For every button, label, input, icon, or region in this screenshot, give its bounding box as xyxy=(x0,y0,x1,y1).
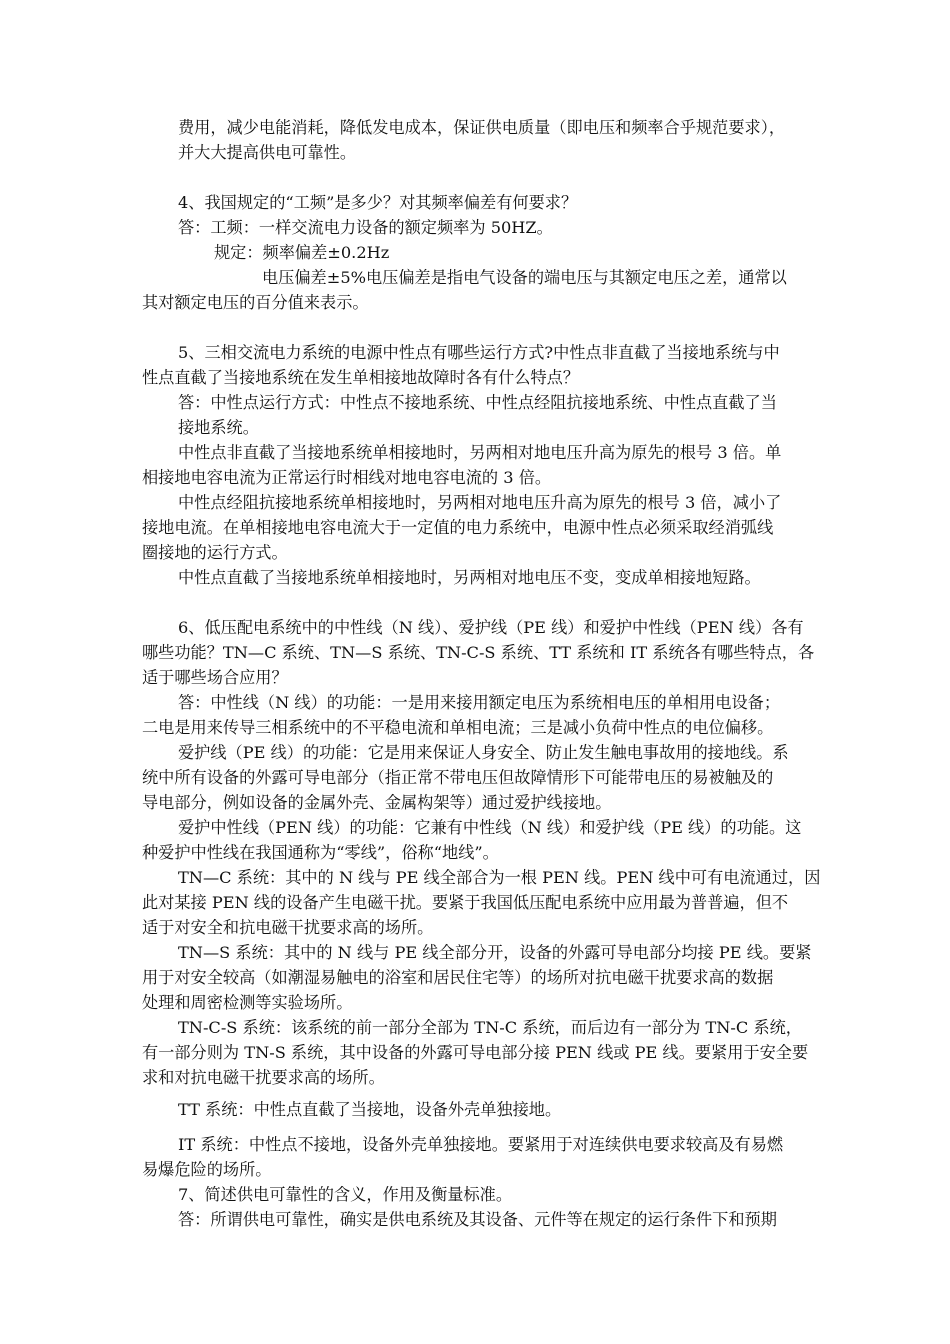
text-line: 爱护线（PE 线）的功能：它是用来保证人身安全、防止发生触电事故用的接地线。系 xyxy=(178,743,789,762)
text-line: 相接地电容电流为正常运行时相线对地电容电流的 3 倍。 xyxy=(142,468,552,487)
text-line: 适于对安全和抗电磁干扰要求高的场所。 xyxy=(142,918,434,937)
answer-line: 答：中性点运行方式：中性点不接地系统、中性点经阻抗接地系统、中性点直截了当 xyxy=(178,393,777,412)
text-line: 并大大提高供电可靠性。 xyxy=(178,143,357,162)
text-line: 接地系统。 xyxy=(178,418,259,437)
text-line: 中性点经阻抗接地系统单相接地时，另两相对地电压升高为原先的根号 3 倍，减小了 xyxy=(178,493,782,512)
text-line: 处理和周密检测等实验场所。 xyxy=(142,993,353,1012)
text-line: TN—S 系统：其中的 N 线与 PE 线全部分开，设备的外露可导电部分均接 PE 线。要紧 xyxy=(178,943,812,962)
text-line: IT 系统：中性点不接地，设备外壳单独接地。要紧用于对连续供电要求较高及有易燃 xyxy=(178,1135,784,1154)
answer-line: 答：工频：一样交流电力设备的额定频率为 50HZ。 xyxy=(178,218,553,237)
text-line: 费用，减少电能消耗，降低发电成本，保证供电质量（即电压和频率合乎规范要求）， xyxy=(178,118,786,137)
question-heading: 适于哪些场合应用？ xyxy=(142,668,288,687)
text-line: TT 系统：中性点直截了当接地，设备外壳单独接地。 xyxy=(178,1100,562,1119)
question-heading: 7、简述供电可靠性的含义，作用及衡量标准。 xyxy=(178,1185,513,1204)
text-line: 中性点直截了当接地系统单相接地时，另两相对地电压不变，变成单相接地短路。 xyxy=(178,568,761,587)
question-heading: 6、低压配电系统中的中性线（N 线）、爱护线（PE 线）和爱护中性线（PEN 线）各有 xyxy=(178,618,804,637)
text-line: 导电部分，例如设备的金属外壳、金属构架等）通过爱护线接地。 xyxy=(142,793,612,812)
text-line: 电压偏差±5%电压偏差是指电气设备的端电压与其额定电压之差，通常以 xyxy=(262,268,787,287)
text-line: 求和对抗电磁干扰要求高的场所。 xyxy=(142,1068,385,1087)
text-line: 易爆危险的场所。 xyxy=(142,1160,272,1179)
question-heading: 5、三相交流电力系统的电源中性点有哪些运行方式?中性点非直截了当接地系统与中 xyxy=(178,343,780,362)
text-line: 有一部分则为 TN-S 系统，其中设备的外露可导电部分接 PEN 线或 PE 线。要紧用于安全要 xyxy=(142,1043,809,1062)
text-line: TN-C-S 系统：该系统的前一部分全部为 TN-C 系统，而后边有一部分为 TN-C 系统， xyxy=(178,1018,802,1037)
text-line: 接地电流。在单相接地电容电流大于一定值的电力系统中，电源中性点必须采取经消弧线 xyxy=(142,518,774,537)
question-heading: 哪些功能？TN—C 系统、TN—S 系统、TN-C-S 系统、TT 系统和 IT 系统各有哪些特点，各 xyxy=(142,643,815,662)
text-line: 种爱护中性线在我国通称为“零线”，俗称“地线”。 xyxy=(142,843,499,862)
text-line: 用于对安全较高（如潮湿易触电的浴室和居民住宅等）的场所对抗电磁干扰要求高的数据 xyxy=(142,968,774,987)
text-line: 爱护中性线（PEN 线）的功能：它兼有中性线（N 线）和爱护线（PE 线）的功能。这 xyxy=(178,818,802,837)
text-line: 其对额定电压的百分值来表示。 xyxy=(142,293,369,312)
answer-line: 答：中性线（N 线）的功能：一是用来接用额定电压为系统相电压的单相用电设备； xyxy=(178,693,781,712)
text-line: 中性点非直截了当接地系统单相接地时，另两相对地电压升高为原先的根号 3 倍。单 xyxy=(178,443,782,462)
text-line: 统中所有设备的外露可导电部分（指正常不带电压但故障情形下可能带电压的易被触及的 xyxy=(142,768,774,787)
question-heading: 4、我国规定的“工频”是多少？对其频率偏差有何要求？ xyxy=(178,193,578,212)
text-line: 此对某接 PEN 线的设备产生电磁干扰。要紧于我国低压配电系统中应用最为普普遍，但不 xyxy=(142,893,789,912)
text-line: 二电是用来传导三相系统中的不平稳电流和单相电流；三是减小负荷中性点的电位偏移。 xyxy=(142,718,774,737)
question-heading: 性点直截了当接地系统在发生单相接地故障时各有什么特点？ xyxy=(142,368,580,387)
text-line: 圈接地的运行方式。 xyxy=(142,543,288,562)
text-line: 规定：频率偏差±0.2Hz xyxy=(214,243,390,262)
text-line: TN—C 系统：其中的 N 线与 PE 线全部合为一根 PEN 线。PEN 线中可有电流通过，因 xyxy=(178,868,821,887)
answer-line: 答：所谓供电可靠性，确实是供电系统及其设备、元件等在规定的运行条件下和预期 xyxy=(178,1210,777,1229)
